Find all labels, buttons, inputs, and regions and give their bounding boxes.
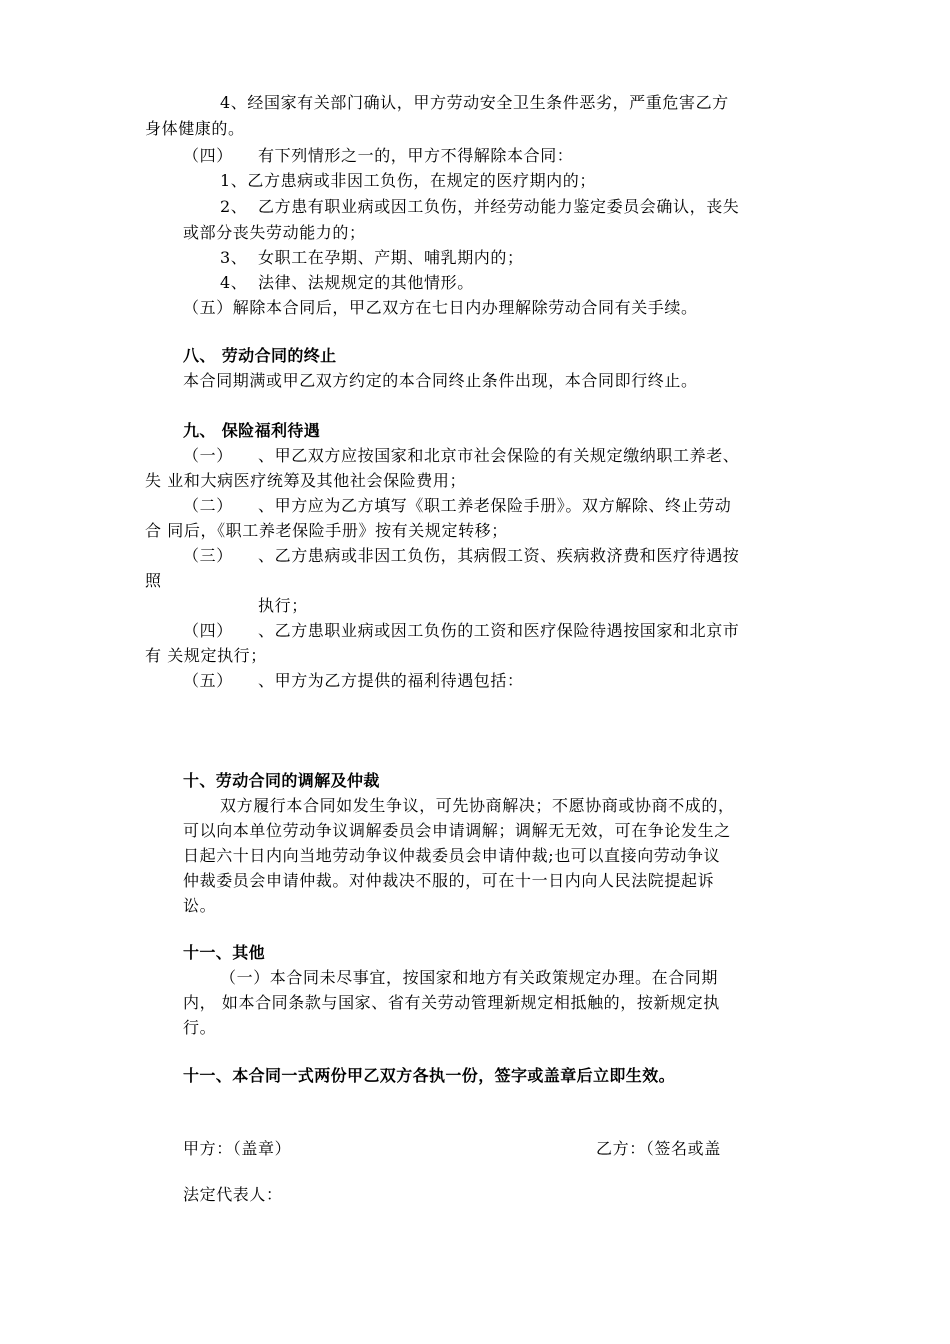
section-10-heading: 十、劳动合同的调解及仲裁: [183, 771, 380, 790]
section-11-line-3: 行。: [183, 1018, 217, 1037]
insurance-clause-1-marker: （一）: [183, 446, 233, 465]
insurance-clause-4-marker: （四）: [183, 621, 233, 640]
non-termination-item-3-text: 女职工在孕期、产期、哺乳期内的；: [258, 248, 524, 267]
non-termination-item-4-text: 法律、法规规定的其他情形。: [258, 273, 474, 292]
section-11-line-1: （一）本合同未尽事宜，按国家和地方有关政策规定办理。在合同期: [220, 968, 719, 987]
insurance-clause-3-line-3: 执行；: [258, 596, 308, 615]
non-termination-item-2-line-2: 或部分丧失劳动能力的；: [183, 223, 366, 242]
party-b-signature-label: 乙方：（签名或盖: [596, 1139, 721, 1158]
non-termination-item-2-marker: 2、: [220, 197, 248, 216]
section-8-body: 本合同期满或甲乙双方约定的本合同终止条件出现，本合同即行终止。: [183, 371, 698, 390]
section-9-heading: 九、 保险福利待遇: [183, 421, 321, 440]
termination-item-4-line-1: 4、经国家有关部门确认，甲方劳动安全卫生条件恶劣，严重危害乙方: [220, 93, 729, 112]
clause-4-text: 有下列情形之一的，甲方不得解除本合同：: [258, 146, 574, 165]
party-a-signature-label: 甲方：（盖章）: [183, 1139, 292, 1158]
section-10-line-3: 日起六十日内向当地劳动争议仲裁委员会申请仲裁;也可以直接向劳动争议: [183, 846, 721, 865]
section-10-line-5: 讼。: [183, 896, 217, 915]
section-11-line-2: 内， 如本合同条款与国家、省有关劳动管理新规定相抵触的，按新规定执: [183, 993, 720, 1012]
clause-4-marker: （四）: [183, 146, 233, 165]
non-termination-item-2-line-1: 乙方患有职业病或因工负伤，并经劳动能力鉴定委员会确认，丧失: [258, 197, 740, 216]
non-termination-item-3-marker: 3、: [220, 248, 248, 267]
insurance-clause-3-line-1: 、乙方患病或非因工负伤，其病假工资、疾病救济费和医疗待遇按: [258, 546, 740, 565]
section-10-line-1: 双方履行本合同如发生争议，可先协商解决；不愿协商或协商不成的，: [220, 796, 735, 815]
insurance-clause-4-line-2: 有 关规定执行；: [145, 646, 267, 665]
section-12-heading: 十一、本合同一式两份甲乙双方各执一份，签字或盖章后立即生效。: [183, 1066, 676, 1085]
insurance-clause-5-marker: （五）: [183, 671, 233, 690]
section-10-line-2: 可以向本单位劳动争议调解委员会申请调解；调解无无效，可在争论发生之: [183, 821, 731, 840]
insurance-clause-3-line-2: 照: [145, 571, 162, 590]
insurance-clause-3-marker: （三）: [183, 546, 233, 565]
clause-5-text: （五）解除本合同后，甲乙双方在七日内办理解除劳动合同有关手续。: [183, 298, 698, 317]
non-termination-item-1: 1、乙方患病或非因工负伤，在规定的医疗期内的；: [220, 171, 596, 190]
section-8-heading: 八、 劳动合同的终止: [183, 346, 337, 365]
insurance-clause-4-line-1: 、乙方患职业病或因工负伤的工资和医疗保险待遇按国家和北京市: [258, 621, 740, 640]
legal-representative-label: 法定代表人：: [183, 1185, 283, 1204]
non-termination-item-4-marker: 4、: [220, 273, 248, 292]
insurance-clause-1-line-1: 、甲乙双方应按国家和北京市社会保险的有关规定缴纳职工养老、: [258, 446, 740, 465]
termination-item-4-line-2: 身体健康的。: [145, 119, 245, 138]
insurance-clause-2-marker: （二）: [183, 496, 233, 515]
insurance-clause-1-line-2: 失 业和大病医疗统筹及其他社会保险费用；: [145, 471, 467, 490]
insurance-clause-5-text: 、甲方为乙方提供的福利待遇包括：: [258, 671, 524, 690]
section-11-heading: 十一、其他: [183, 943, 266, 962]
insurance-clause-2-line-1: 、甲方应为乙方填写《职工养老保险手册》。双方解除、终止劳动: [258, 496, 732, 515]
section-10-line-4: 仲裁委员会申请仲裁。对仲裁决不服的，可在十一日内向人民法院提起诉: [183, 871, 715, 890]
insurance-clause-2-line-2: 合 同后，《职工养老保险手册》按有关规定转移；: [145, 521, 508, 540]
